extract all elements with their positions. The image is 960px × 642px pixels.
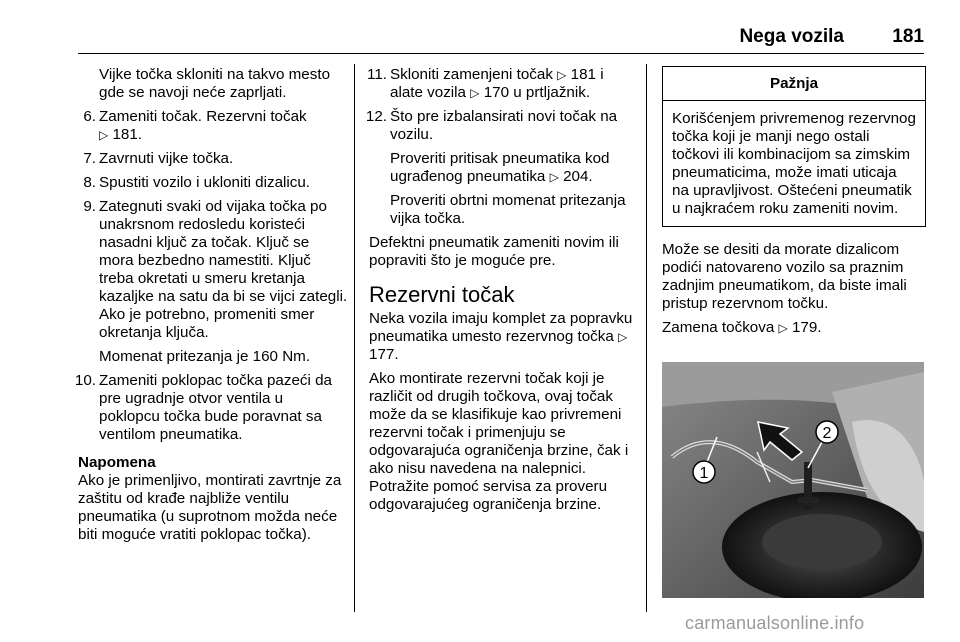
item-number: 9. (83, 198, 96, 215)
warning-box (662, 66, 926, 227)
page-ref-link[interactable]: 179. (791, 319, 822, 336)
watermark: carmanualsonline.info (685, 613, 865, 633)
continued-text: Vijke točka skloniti na takvo mesto gde se navoji neće zaprljati. (99, 66, 331, 101)
page-ref-link[interactable]: 204. (563, 168, 593, 185)
spare-wheel-photo (662, 362, 924, 598)
item-text: Zameniti točak. Rezervni točak (99, 108, 307, 125)
callout-1-label: 1 (699, 465, 709, 482)
item-number: 12. (365, 108, 387, 125)
list-item (78, 174, 348, 192)
list-item (78, 150, 348, 168)
item-subtext: Momenat pritezanja je 160 Nm. (99, 348, 311, 365)
spare-wheel-illustration (662, 362, 924, 598)
warning-title: Pažnja (663, 67, 925, 101)
item-text: Zameniti poklopac točka pazeći da pre ugradnje otvor ventila u poklopcu točka bude poravnat sa ventilom pneumatika. (99, 372, 333, 443)
item-text: Što pre izbalansirati novi točak na vozilu. (390, 108, 618, 143)
column-divider-2 (646, 64, 647, 612)
list-item (365, 108, 635, 144)
item-number: 10. (74, 372, 96, 389)
note-text: Ako je primenljivo, montirati zavrtnje za zaštitu od krađe najbliže ventilu pneumatika (u suprotnom možda neće biti moguće vratiti poklopac točka). (78, 472, 342, 543)
list-item (74, 372, 348, 444)
ref-arrow-icon: ▷ (557, 68, 567, 82)
paragraph: Ako montirate rezervni točak koji je različit od drugih točkova, ovaj točak može da se klasifikuje kao privremeni rezervni točak i primenjuju se odgovarajuća ograničenja brzine, čak i ako nisu navedena na nalepnici. Potražite pomoć servisa za proveru odgovarajućeg ograničenja brzine. (369, 370, 629, 513)
section-title: Nega vozila (739, 26, 844, 47)
item-text: Zategnuti svaki od vijaka točka po unakrsnom redosledu koristeći nasadni ključ za točak. Ključ se mora bezbedno namestiti. Ključ treba okretati u smeru kretanja kazaljke na satu da bi se vijci zategli. Ako je potrebno, promeniti smer okretanja ključa. (99, 198, 348, 341)
paragraph-text: Zamena točkova (662, 319, 775, 336)
ref-arrow-icon: ▷ (470, 86, 480, 100)
ref-arrow-icon: ▷ (778, 321, 788, 335)
item-text: Spustiti vozilo i ukloniti dizalicu. (99, 174, 311, 191)
page-ref-link[interactable]: 181 i alate vozila (390, 66, 604, 101)
paragraph (662, 319, 926, 337)
list-item (78, 108, 348, 144)
note-title: Napomena (78, 454, 156, 471)
list-item (369, 66, 635, 102)
item-number: 6. (83, 108, 96, 125)
page-ref-link[interactable]: 181. (112, 126, 143, 143)
item-number: 11. (367, 66, 387, 83)
item-subtext-text: Proveriti pritisak pneumatika kod ugrađenog pneumatika (390, 150, 610, 185)
paragraph (369, 310, 635, 364)
paragraph-text: Neka vozila imaju komplet za popravku pneumatika umesto rezervnog točka (369, 310, 633, 345)
item-number: 8. (83, 174, 96, 191)
section-heading: Rezervni točak (369, 282, 515, 307)
page-ref-link[interactable]: 170 u prtljažnik. (483, 84, 591, 101)
warning-text: Korišćenjem privremenog rezervnog točka koji je manji nego ostali točkovi ili kombinacijom sa zimskim pneumaticima, može imati uticaja na upravljivost. Oštećeni pneumatik u najkraćem roku zameniti novim. (672, 110, 916, 217)
page-ref-link[interactable]: 177. (369, 346, 399, 363)
paragraph: Može se desiti da morate dizalicom podići natovareno vozilo sa praznim zadnjim pneumatikom, da biste imali pristup rezervnom točku. (662, 241, 907, 312)
ref-arrow-icon: ▷ (99, 128, 109, 142)
item-subtext (369, 150, 635, 186)
item-subtext: Proveriti obrtni momenat pritezanja vijka točka. (390, 192, 626, 227)
ref-arrow-icon: ▷ (549, 170, 559, 184)
paragraph: Defektni pneumatik zameniti novim ili popraviti što je moguće pre. (369, 234, 619, 269)
page-header (78, 28, 924, 54)
note-block (78, 454, 348, 544)
column-divider-1 (354, 64, 355, 612)
item-text: Skloniti zamenjeni točak (390, 66, 553, 83)
ref-arrow-icon: ▷ (618, 330, 628, 344)
item-text: Zavrnuti vijke točka. (99, 150, 234, 167)
column-2 (365, 66, 635, 520)
item-number: 7. (83, 150, 96, 167)
page-number: 181 (892, 26, 924, 47)
list-item (78, 198, 348, 342)
callout-2-label: 2 (822, 425, 832, 442)
column-3 (662, 66, 926, 343)
column-1 (74, 66, 348, 544)
